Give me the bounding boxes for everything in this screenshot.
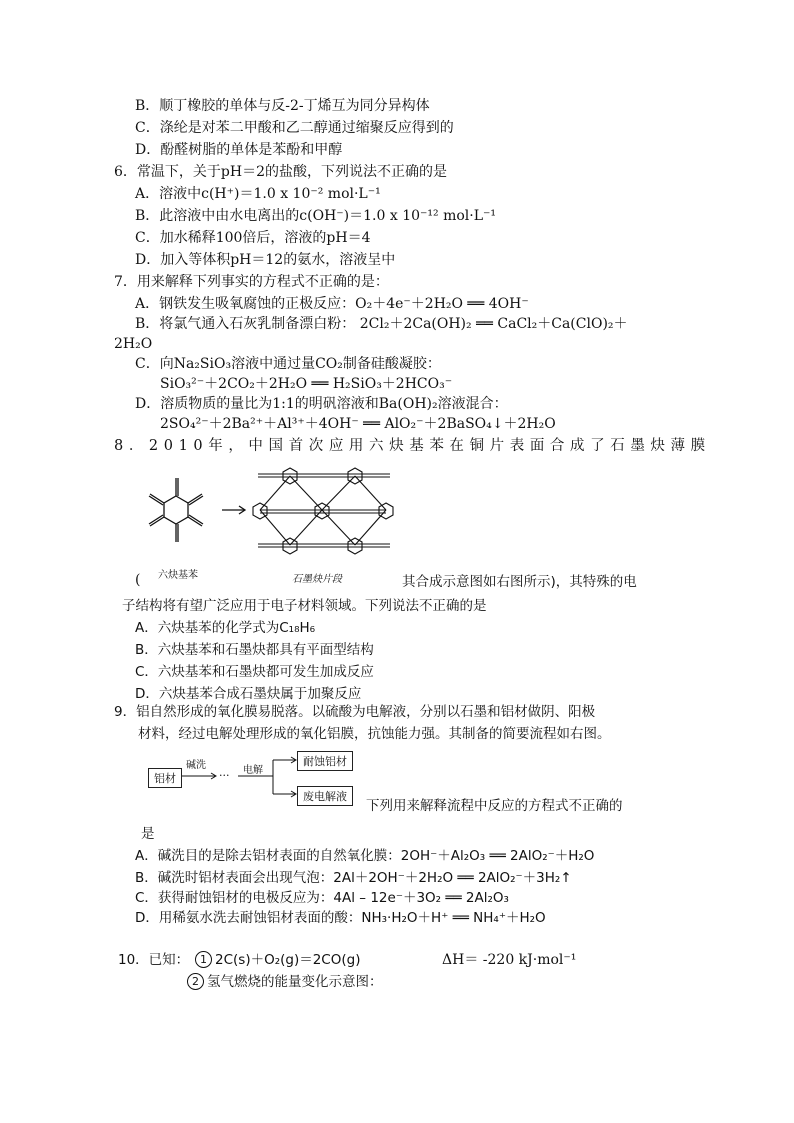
q7-option-d: D．溶质物质的量比为1:1的明矾溶液和Ba(OH)₂溶液混合： bbox=[135, 396, 508, 412]
q8-option-c: C．六炔基苯和石墨炔都可发生加成反应 bbox=[135, 664, 374, 680]
hexaethynylbenzene-molecule bbox=[149, 478, 203, 542]
flow-node-waste-electrolyte: 废电解液 bbox=[297, 786, 353, 806]
q5-option-c: C．涤纶是对苯二甲酸和乙二醇通过缩聚反应得到的 bbox=[135, 120, 454, 136]
q8-option-b: B．六炔基苯和石墨炔都具有平面型结构 bbox=[135, 642, 374, 658]
q6-option-b: B．此溶液中由水电离出的c(OH⁻)＝1.0 x 10⁻¹² mol·L⁻¹ bbox=[135, 208, 496, 224]
q10-equation-1: 2C(s)＋O₂(g)＝2CO(g) bbox=[215, 952, 361, 968]
q10-given-1 bbox=[195, 950, 360, 970]
q10-circled-number-1: 1 bbox=[195, 951, 212, 968]
q9-stem-continued: 是 bbox=[141, 826, 155, 842]
q8-label-hexaethynylbenzene: 六炔基苯 bbox=[158, 570, 198, 581]
q10-stem: 10．已知： bbox=[118, 952, 190, 968]
q8-label-graphdiyne: 石墨炔片段 bbox=[292, 574, 342, 585]
q7-option-b-cont: 2H₂O bbox=[114, 336, 153, 352]
q10-given-2 bbox=[187, 972, 383, 992]
q6-option-a: A．溶液中c(H⁺)＝1.0 x 10⁻² mol·L⁻¹ bbox=[135, 186, 381, 202]
q8-after-figure: 其合成示意图如右图所示)，其特殊的电 bbox=[402, 574, 637, 590]
reaction-arrow bbox=[222, 506, 245, 514]
flow-label-electrolysis: 电解 bbox=[243, 765, 263, 776]
q7-option-c: C．向Na₂SiO₃溶液中通过量CO₂制备硅酸凝胶： bbox=[135, 356, 441, 372]
q5-option-d: D．酚醛树脂的单体是苯酚和甲醇 bbox=[135, 142, 343, 158]
q10-circled-number-2: 2 bbox=[187, 973, 204, 990]
flow-dots: ··· bbox=[219, 769, 230, 782]
q6-option-c: C．加水稀释100倍后，溶液的pH＝4 bbox=[135, 230, 371, 246]
graphdiyne-fragment bbox=[253, 468, 393, 554]
q9-after-figure: 下列用来解释流程中反应的方程式不正确的 bbox=[366, 798, 623, 814]
q7-option-c-equation: SiO₃²⁻＋2CO₂＋2H₂O ══ H₂SiO₃＋2HCO₃⁻ bbox=[160, 376, 453, 392]
q7-stem: 7．用来解释下列事实的方程式不正确的是： bbox=[114, 274, 389, 290]
q9-stem-line1: 9．铝自然形成的氧化膜易脱落。以硫酸为电解液，分别以石墨和铝材做阴、阳极 bbox=[114, 704, 596, 720]
q9-option-d: D．用稀氨水洗去耐蚀铝材表面的酸：NH₃·H₂O＋H⁺ ══ NH₄⁺＋H₂O bbox=[135, 910, 546, 926]
q9-option-b: B．碱洗时铝材表面会出现气泡：2Al＋2OH⁻＋2H₂O ══ 2AlO₂⁻＋3H₂↑ bbox=[135, 870, 572, 886]
q7-option-d-equation: 2SO₄²⁻＋2Ba²⁺＋Al³⁺＋4OH⁻ ══ AlO₂⁻＋2BaSO₄↓＋2H₂O bbox=[160, 416, 556, 432]
q7-option-b: B．将氯气通入石灰乳制备漂白粉： 2Cl₂＋2Ca(OH)₂ ══ CaCl₂＋Ca(ClO)₂＋ bbox=[135, 316, 628, 332]
q9-option-c: C．获得耐蚀铝材的电极反应为：4Al – 12e⁻＋3O₂ ══ 2Al₂O₃ bbox=[135, 890, 509, 906]
flow-node-aluminum: 铝材 bbox=[148, 768, 182, 788]
q5-option-b: B．顺丁橡胶的单体与反-2-丁烯互为同分异构体 bbox=[135, 98, 430, 114]
q9-option-a: A．碱洗目的是除去铝材表面的自然氧化膜：2OH⁻＋Al₂O₃ ══ 2AlO₂⁻＋H₂O bbox=[135, 848, 595, 864]
q8-stem: 8．2010年，中国首次应用六炔基苯在铜片表面合成了石墨炔薄膜 bbox=[114, 438, 711, 454]
q8-option-d: D．六炔基苯合成石墨炔属于加聚反应 bbox=[135, 686, 362, 702]
flow-node-corrosion-resistant: 耐蚀铝材 bbox=[297, 751, 353, 771]
q8-open-paren: ( bbox=[135, 572, 141, 588]
q6-stem: 6．常温下，关于pH＝2的盐酸，下列说法不正确的是 bbox=[114, 164, 447, 180]
q8-option-a: A．六炔基苯的化学式为C₁₈H₆ bbox=[135, 620, 316, 636]
q9-stem-line2: 材料，经过电解处理形成的氧化铝膜，抗蚀能力强。其制备的简要流程如右图。 bbox=[138, 726, 611, 742]
q6-option-d: D．加入等体积pH＝12的氨水，溶液呈中 bbox=[135, 252, 396, 268]
q8-stem-continued: 子结构将有望广泛应用于电子材料领域。下列说法不正确的是 bbox=[122, 598, 487, 614]
q7-option-a: A．钢铁发生吸氧腐蚀的正极反应：O₂＋4e⁻＋2H₂O ══ 4OH⁻ bbox=[135, 296, 529, 312]
q10-enthalpy: ΔH＝ -220 kJ·mol⁻¹ bbox=[442, 952, 577, 968]
flow-label-alkali-wash: 碱洗 bbox=[186, 760, 206, 771]
q10-item-2-text: 氢气燃烧的能量变化示意图： bbox=[207, 974, 383, 990]
